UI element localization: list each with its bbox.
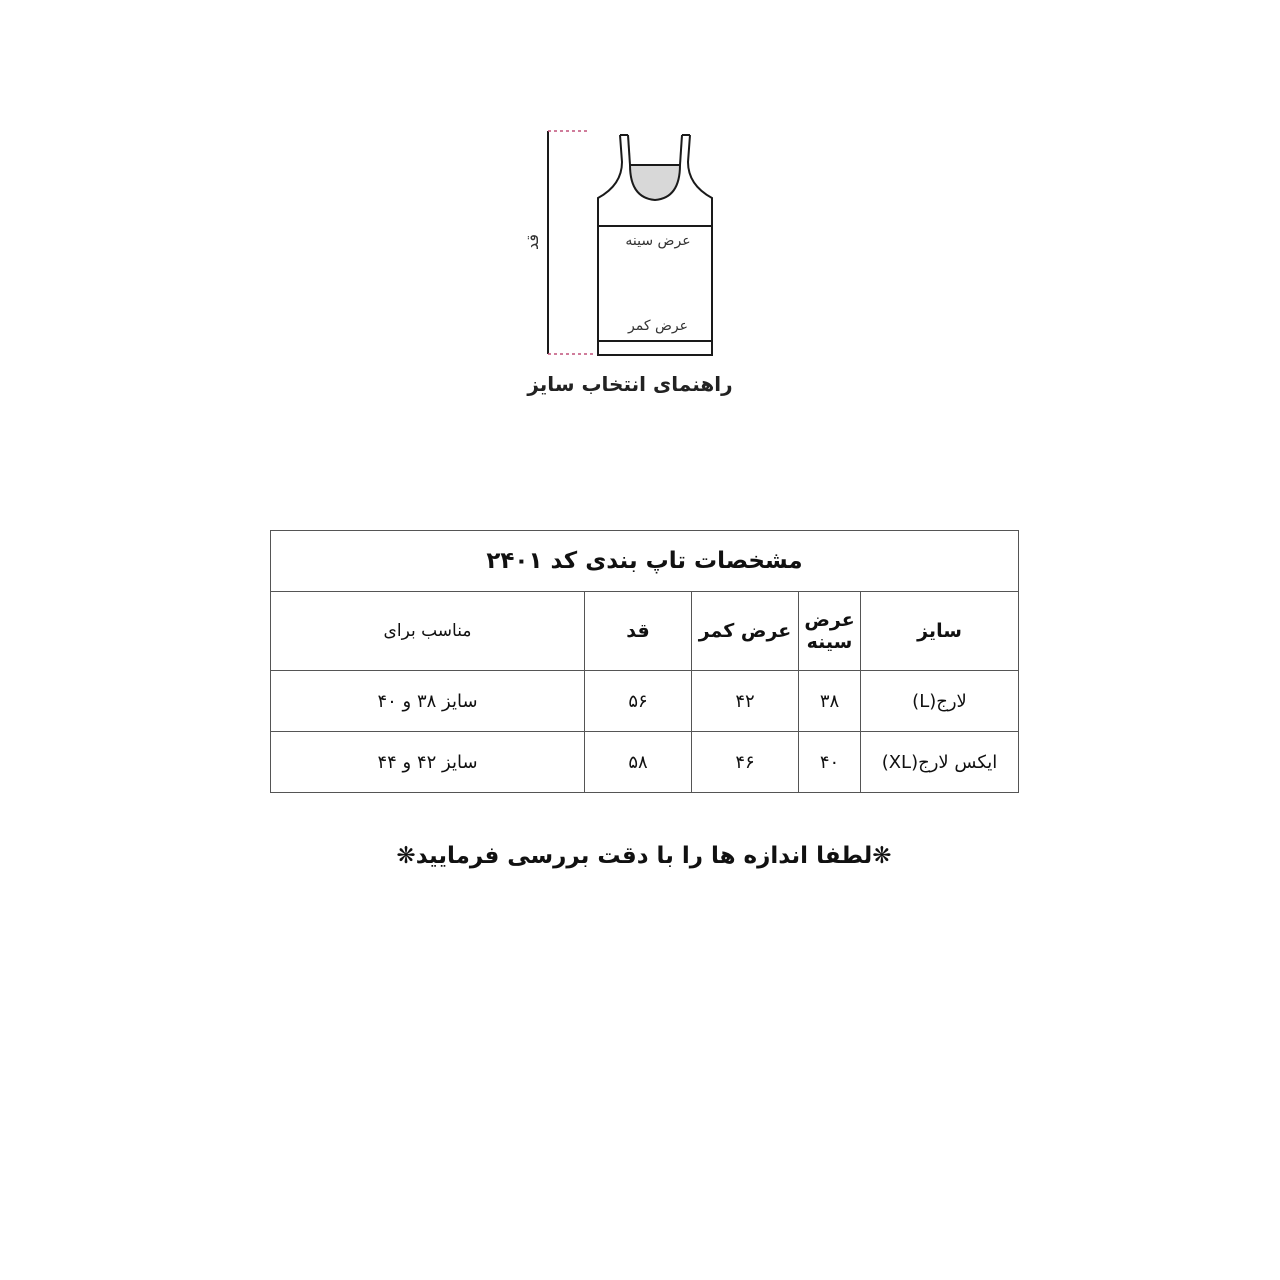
header-suitable: مناسب برای: [271, 592, 585, 671]
cell-size: ایکس لارج(XL): [861, 732, 1019, 793]
table-title: مشخصات تاپ بندی کد ۲۴۰۱: [271, 531, 1019, 592]
strap-left-inner: [628, 135, 630, 165]
cell-size: لارج(L): [861, 671, 1019, 732]
size-spec-table: [270, 530, 1019, 793]
cell-waist: ۴۶: [692, 732, 799, 793]
header-size: سایز: [861, 592, 1019, 671]
header-chest: عرض سینه: [799, 592, 861, 671]
header-waist: عرض کمر: [692, 592, 799, 671]
cell-chest: ۴۰: [799, 732, 861, 793]
chest-label: عرض سینه: [625, 233, 691, 249]
header-height: قد: [585, 592, 692, 671]
neckline: [630, 165, 680, 200]
table-row: [271, 671, 1019, 732]
waist-label: عرض کمر: [628, 318, 688, 334]
table-title-row: [271, 531, 1019, 592]
cell-height: ۵۶: [585, 671, 692, 732]
measurement-note: ❋لطفا اندازه ها را با دقت بررسی فرمایید❋: [396, 843, 892, 869]
strap-right-inner: [680, 135, 682, 165]
size-guide-title: راهنمای انتخاب سایز: [527, 372, 733, 396]
cell-suitable: سایز ۳۸ و ۴۰: [271, 671, 585, 732]
cell-chest: ۳۸: [799, 671, 861, 732]
table-row: [271, 732, 1019, 793]
table-header-row: [271, 592, 1019, 671]
height-label: قد: [523, 233, 542, 251]
cell-suitable: سایز ۴۲ و ۴۴: [271, 732, 585, 793]
size-guide-diagram: [500, 120, 760, 370]
cell-waist: ۴۲: [692, 671, 799, 732]
cell-height: ۵۸: [585, 732, 692, 793]
